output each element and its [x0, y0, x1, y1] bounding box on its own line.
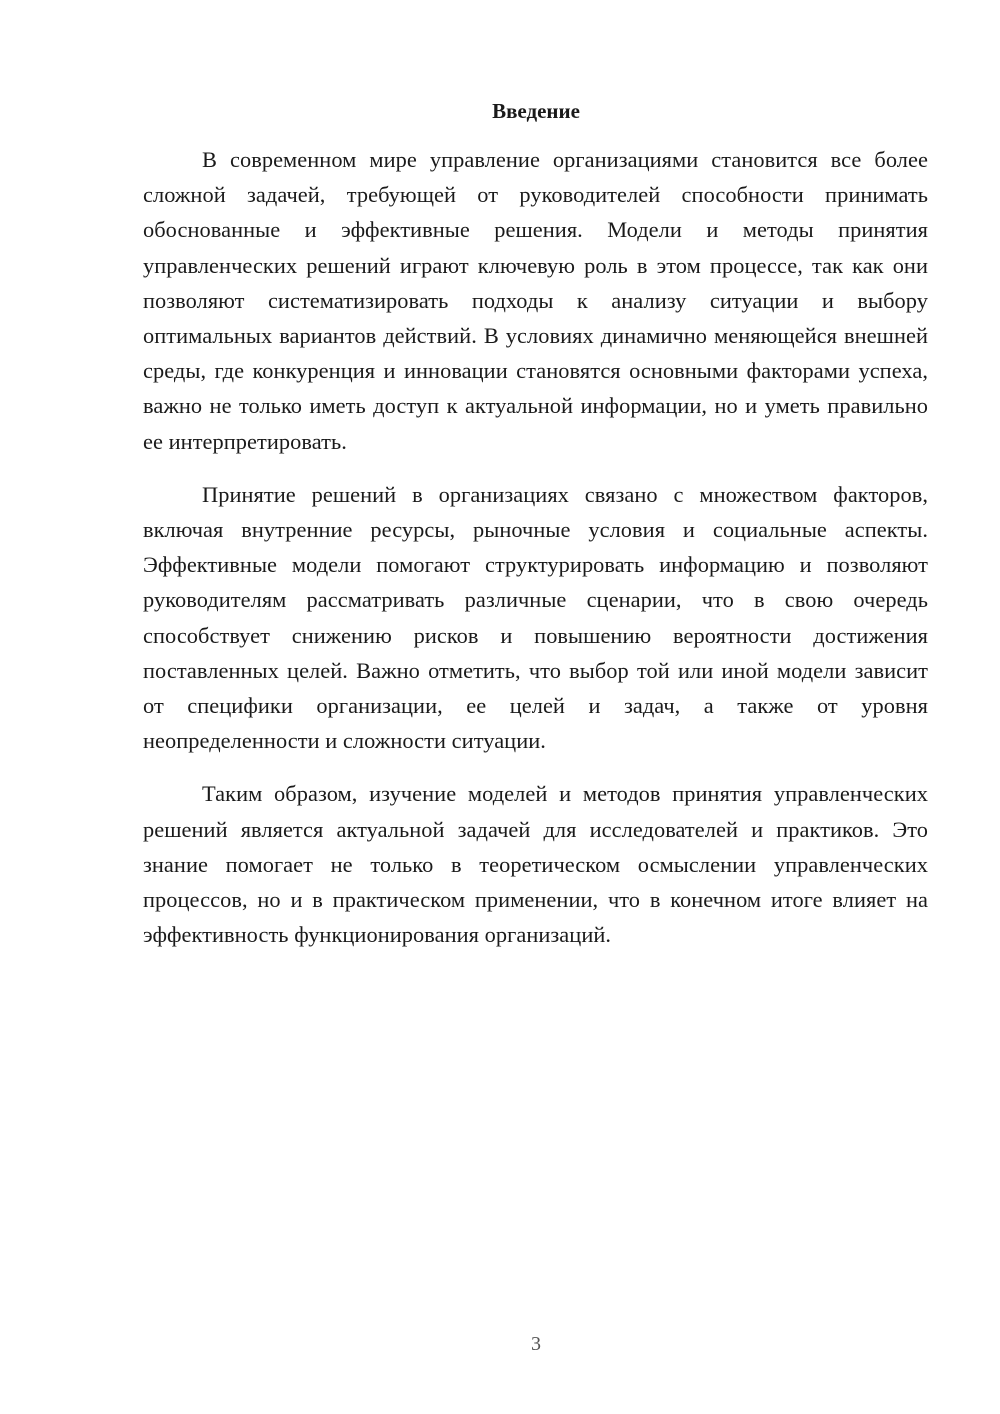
page-number: 3	[531, 1333, 541, 1355]
paragraph-3: Таким образом, изучение моделей и методов принятия управленческих решений является актуальной задачей для исследователей и практиков. Это знание помогает не только в теоретическом осмыслении управленческих процессов, но и в практическом применении, что в конечном итоге влияет на эффективность функционирования организаций.	[143, 781, 928, 948]
section-title: Введение	[492, 99, 580, 123]
paragraph-2: Принятие решений в организациях связано с множеством факторов, включая внутренние ресурсы, рыночные условия и социальные аспекты. Эффективные модели помогают структурировать информацию и позволяют руководителям рассматривать различные сценарии, что в свою очередь способствует снижению рисков и повышению вероятности достижения поставленных целей. Важно отметить, что выбор той или иной модели зависит от специфики организации, ее целей и задач, а также от уровня неопределенности и сложности ситуации.	[143, 481, 928, 754]
body-text	[143, 142, 928, 970]
paragraph-1: В современном мире управление организациями становится все более сложной задачей, требующей от руководителей способности принимать обоснованные и эффективные решения. Модели и методы принятия управленческих решений играют ключевую роль в этом процессе, так как они позволяют систематизировать подходы к анализу ситуации и выбору оптимальных вариантов действий. В условиях динамично меняющейся внешней среды, где конкуренция и инновации становятся основными факторами успеха, важно не только иметь доступ к актуальной информации, но и уметь правильно ее интерпретировать.	[143, 147, 928, 454]
